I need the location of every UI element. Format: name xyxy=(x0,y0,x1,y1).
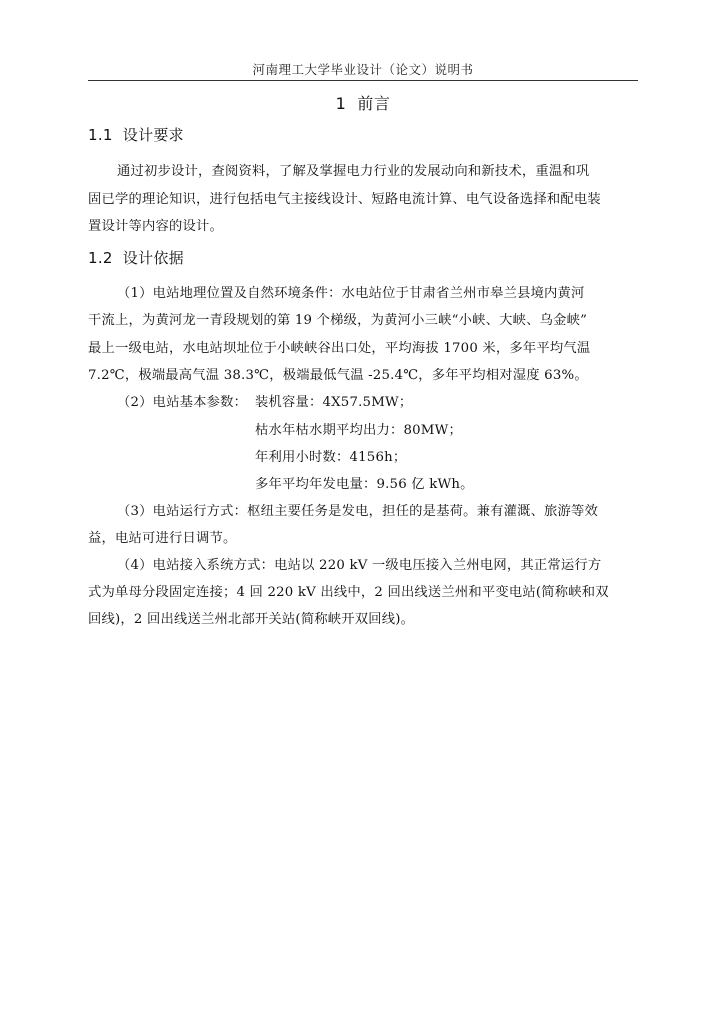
chapter-number: 1 xyxy=(335,94,347,113)
param-line: 年利用小时数：4156h； xyxy=(255,450,407,465)
paragraph-line: （4）电站接入系统方式：电站以 220 kV 一级电压接入兰州电网，其正常运行方 xyxy=(117,558,602,573)
paragraph-line: 置设计等内容的设计。 xyxy=(88,219,223,234)
header-divider xyxy=(88,80,638,81)
chapter-title xyxy=(88,91,638,114)
section-number: 1.1 xyxy=(88,126,113,144)
paragraph-line: （3）电站运行方式：枢纽主要任务是发电，担任的是基荷。兼有灌溉、旅游等效 xyxy=(117,504,599,519)
section-heading-1-2 xyxy=(88,247,184,268)
paragraph-line: 7.2℃，极端最高气温 38.3℃，极端最低气温 -25.4℃，多年平均相对湿度 63%。 xyxy=(88,368,588,383)
paragraph-line: 回线)，2 回出线送兰州北部开关站(简称峡开双回线)。 xyxy=(88,612,415,627)
paragraph-line: 益，电站可进行日调节。 xyxy=(88,531,237,546)
paragraph-line: 干流上，为黄河龙一青段规划的第 19 个梯级，为黄河小三峡“小峡、大峡、乌金峡” xyxy=(88,313,588,328)
params-label: （2）电站基本参数： xyxy=(117,395,248,410)
page-header: 河南理工大学毕业设计（论文）说明书 xyxy=(252,62,474,77)
paragraph-line: 固已学的理论知识，进行包括电气主接线设计、短路电流计算、电气设备选择和配电装 xyxy=(88,192,601,207)
paragraph-line: 最上一级电站，水电站坝址位于小峡峡谷出口处，平均海拔 1700 米，多年平均气温 xyxy=(88,341,591,356)
section-title: 设计依据 xyxy=(122,249,184,267)
section-title: 设计要求 xyxy=(122,126,184,144)
param-line: 装机容量：4X57.5MW； xyxy=(255,395,413,410)
param-line: 枯水年枯水期平均出力：80MW； xyxy=(255,423,462,438)
paragraph-line: （1）电站地理位置及自然环境条件：水电站位于甘肃省兰州市皋兰县境内黄河 xyxy=(117,286,585,301)
paragraph-line: 通过初步设计，查阅资料，了解及掌握电力行业的发展动向和新技术，重温和巩 xyxy=(117,164,590,179)
section-heading-1-1 xyxy=(88,124,184,145)
chapter-title-text: 前言 xyxy=(357,94,391,113)
section-number: 1.2 xyxy=(88,249,113,267)
paragraph-line: 式为单母分段固定连接；4 回 220 kV 出线中，2 回出线送兰州和平变电站(简称峡和双 xyxy=(88,585,609,600)
param-line: 多年平均年发电量：9.56 亿 kWh。 xyxy=(255,477,474,492)
